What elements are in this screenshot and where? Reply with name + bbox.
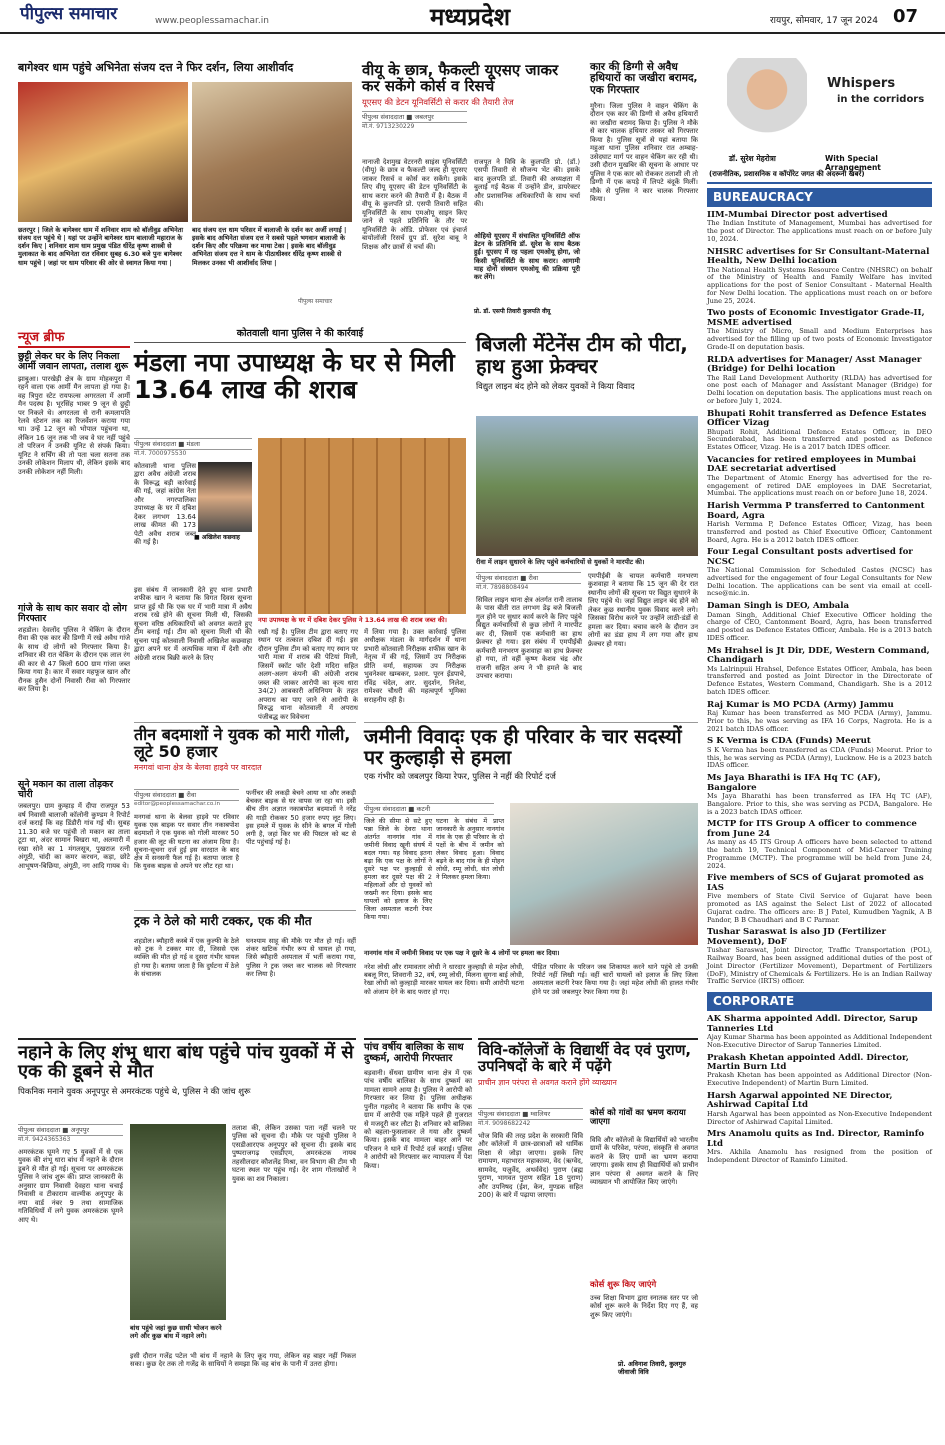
body: मुरैना। जिला पुलिस ने वाहन चेकिंग के दौरान एक कार की डिग्गी से अवैध हथियारों का जखीरा बरामद किया है। पुलिस ने मौके से कार चालक हथियार तस्कर को गिरफ्तार किया है। पुलिस सूत्रों से यहां बताया कि महुआ थाना पुलिस शनिवार रात अम्बाह-उसेदघाट मार्ग पर वाहन चेकिंग कर रही थी। उसी दौरान मुखबिर की सूचना के आधार पर पुलिस ने एक कार को रोककर तलाशी ली तो डिग्गी में एक कपड़े में लिपटे बंदूकें मिलीं। मौके से पुलिस ने कार चालक गिरफ्तार किया। bbox=[590, 101, 698, 204]
item-body: The Indian Institute of Management, Mumbai has advertised for the post of Director. The applications must reach on or before July 10, 2024. bbox=[707, 219, 932, 243]
body-col2: घनश्याम साहू की मौके पर मौत हो गई। वहीं शंकर खटिक गंभीर रूप से घायल हो गया, जिसे ब्यौहारी अस्पताल में भर्ती कराया गया, पुलिस ने ट्रक जब्त कर चालक को गिरफ्तार कर लिया है। bbox=[246, 937, 356, 978]
email: editor@peoplessamachar.co.in bbox=[134, 801, 221, 807]
byline: पीपुल्स संवाददाता ■ कटनी bbox=[364, 803, 494, 815]
article-mandla bbox=[134, 328, 466, 721]
item-body: Tushar Saraswat, Joint Director, Traffic Transportation (POL), Railway Board, has been assigned additional duties of the post of Joint Director (Fertilizer Movement), Department of Fertilizers (DoF), Ministry of Chemicals & Fertilizers. He is an Indian Railway Traffic Service (IRTS) officer. bbox=[707, 946, 932, 986]
whispers-tagline: (राजनीतिक, प्रशासनिक व कॉर्पोरेट जगत की अंदरूनी खबरें) bbox=[709, 170, 865, 178]
kicker: कोतवाली थाना पुलिस ने की कार्रवाई bbox=[134, 328, 466, 343]
news-item bbox=[707, 874, 932, 924]
bureaucracy-label: BUREAUCRACY bbox=[707, 188, 932, 207]
article-bijli bbox=[476, 334, 698, 714]
headline: वीयू के छात्र, फैकल्टी यूएसए जाकर कर सकेंगे कोर्स व रिसर्च bbox=[362, 61, 559, 96]
site-url[interactable]: www.peoplessamachar.in bbox=[155, 16, 269, 26]
news-item bbox=[707, 456, 932, 498]
subheadline: एक गंभीर को जबलपुर किया रेफर, पुलिस ने नहीं की रिपोर्ट दर्ज bbox=[364, 771, 556, 782]
item-body: The Department of Atomic Energy has advertised for the re-engagement of retired DAE employees in DAE Secretariat, Mumbai. The applications must reach on or before June 18, 2024. bbox=[707, 473, 932, 498]
mobile: मो.नं. 9424365363 bbox=[18, 1136, 71, 1143]
item-body: Prakash Khetan has been appointed as Additional Director (Non-Executive Independent) of Martin Burn Limited. bbox=[707, 1071, 932, 1088]
subheadline: यूएसए की डेटन यूनिवर्सिटी से करार की तैयारी तेज bbox=[362, 97, 514, 108]
brief-b2: शहडोल। देवलोंद पुलिस ने चेकिंग के दौरान रीवा की एक कार की डिग्गी में रखे अवैध गांजे के साथ दो लोगों को गिरफ्तार किया है। शनिवार की रात चेकिंग के दौरान एक लाल रंग की कार से 47 किलो 600 ग्राम गांजा जब्त किया गया है। कार में सवार महफूज खान और रौनक हुसैन दोनों निवासी रीवा को गिरफ्तार कर लिया है। bbox=[18, 625, 130, 694]
photo-dam-rescue bbox=[130, 1124, 226, 1320]
item-body: Bhupati Rohit, Additional Defence Estates Officer, in DEO Secunderabad, has been transferred and posted as Defence Estates Officer, Vizag. He is a 2017 batch IDES officer. bbox=[707, 427, 932, 452]
item-body: Harish Vermma P, Defence Estates Officer, Vizag, has been transferred and posted as Chief Executive Officer, Cantonment Board, Agra. He is a 2012 batch IDES officer. bbox=[707, 519, 932, 544]
columnist-name: डॉ. सुरेश मेहरोत्रा bbox=[729, 154, 776, 163]
item-headline: Vacancies for retired employees in Mumbai DAE secretariat advertised bbox=[707, 454, 916, 475]
news-item bbox=[707, 309, 932, 351]
body-col1: सिविल लाइन थाना क्षेत्र अंतर्गत रानी तालाब के पास बीती रात लगभग डेढ़ बजे बिजली गुल होने पर सुधार कार्य करने के लिए पहुंचे विद्युत कर्मचारियों से कुछ लोगों ने मारपीट कर दी, जिसमें एक कर्मचारी का हाथ फ्रेक्चर हो गया। इस संबंध में एमपीईबी कर्मचारी मनभरण कुशवाहा का हाथ फ्रेक्चर हो गया, तो वहीं कृष्ण केशव चंद्र और राजनी सहित अन्य ने भी हमले के बाद उपचार कराया। bbox=[476, 596, 582, 681]
news-item bbox=[707, 774, 932, 816]
brief-label: न्यूज ब्रीफ bbox=[18, 330, 130, 348]
news-item bbox=[707, 211, 932, 244]
photo-mppeb-team bbox=[476, 416, 698, 556]
item-headline: Daman Singh is DEO, Ambala bbox=[707, 601, 850, 612]
photo-caption: नानगांव गांव में जमीनी विवाद पर एक पक्ष ने दूसरे के 4 लोगों पर हमला कर दिया। bbox=[364, 949, 560, 957]
headline: तीन बदमाशों ने युवक को मारी गोली, लूटे 50 हजार bbox=[134, 725, 351, 762]
item-body: Five members of State Civil Service of Gujarat have been promoted as IAS against the Select List of 2022 of allocated Gujarat cadre. The officers are: B J Patel, Kumudben Yagnik, A B Pandor, B B Chaudhari and B C Parmar. bbox=[707, 892, 932, 924]
news-item bbox=[707, 548, 932, 598]
page-number: 07 bbox=[893, 6, 919, 27]
byline: पीपुल्स संवाददाता ■ ग्वालियर bbox=[478, 1108, 583, 1120]
news-item bbox=[707, 1130, 932, 1164]
item-headline: Raj Kumar is MO PCDA (Army) Jammu bbox=[707, 699, 894, 710]
headline: कार की डिग्गी से अवैध हथियारों का जखीरा बरामद, एक गिरफ्तार bbox=[590, 61, 698, 96]
article-vu-usa bbox=[362, 62, 580, 322]
item-body: The National Commission for Scheduled Castes (NCSC) has advertised for the engagement of four Legal Consultants for New Delhi location. The applications can be sent via email at ccell-ncse@nic.in. bbox=[707, 566, 932, 598]
body-col1: भोज विवि की तरह प्रदेश के सरकारी विवि और कॉलेजों में छात्र-छात्राओं को धार्मिक शिक्षा से जोड़ा जाएगा। इसके लिए रामायण, महाभारत महाकाव्य, वेद (ऋग्वेद, सामवेद, यजुर्वेद, अथर्ववेद) पुराण (ब्रह्म पुराण, भागवत पुराण सहित 18 पुराण) और उपनिषद (ईश, केन, मुण्डक सहित 200) के बारे में पढ़ाया जाएगा। bbox=[478, 1132, 583, 1200]
issue-date: रायपुर, सोमवार, 17 जून 2024 bbox=[770, 16, 879, 26]
news-brief bbox=[18, 330, 130, 1085]
body-col2: तलाश की, लेकिन उसका पता नहीं चलने पर पुलिस को सूचना दी। मौके पर पहुंची पुलिस ने एसडीआरएफ अनूपपुर को सूचना दी। इसके बाद पुष्पराजगढ़ एसडीएम, अमरकंटक नायब तहसीलदार कौशलेंद्र मिश्रा, वन विभाग की टीम भी घटना स्थल पर पहुंच गई। देर शाम गोताखोरों ने युवक का शव निकाला। bbox=[232, 1124, 356, 1183]
headline: बागेश्वर धाम पहुंचे अभिनेता संजय दत्त ने फिर दर्शन, लिया आशीर्वाद bbox=[18, 61, 294, 74]
mobile: मो.नं. 9098682242 bbox=[478, 1120, 531, 1127]
photo-injured-victims bbox=[510, 803, 698, 945]
item-body: Ms Lalrinpuii Hrahsel, Defence Estates Officer, Ambala, has been transferred and posted as Joint Director in the Directorate of Defence Estates, Western Command, Chandigarh. She is a 2012 batch IDES officer. bbox=[707, 664, 932, 696]
article-balika bbox=[364, 1038, 472, 1430]
news-item bbox=[707, 502, 932, 544]
news-item bbox=[707, 1054, 932, 1088]
body-col4: में लिया गया है। उक्त कार्रवाई पुलिस अधीक्षक मंडला के मार्गदर्शन में थाना प्रभारी कोतवाली निरीक्षक शफीक खान के नेतृत्व में की गई, जिसमें उप निरीक्षक प्रीति वर्मा, सहायक उप निरीक्षक भुवनेश्वर खम्बकर, प्रआर. पूरन ईडपाचे, रविंद्र चंदेल, आर. सुदर्शन, निलेश, रामेश्वर चौधरी की महत्वपूर्ण भूमिका सराहनीय रही है। bbox=[364, 628, 466, 704]
special-arrangement: With Special Arrangement bbox=[825, 154, 881, 173]
article-arms bbox=[590, 62, 698, 322]
item-headline: Prakash Khetan appointed Addl. Director, Martin Burn Ltd bbox=[707, 1052, 909, 1072]
body-col1: शहडोल। ब्यौहारी कस्बे में एक कुल्फी के ठेले को ट्रक ने टक्कर मार दी, जिससे एक व्यक्ति की मौत हो गई व दूसरा गंभीर घायल हो गया है। बताया जाता है कि दुर्घटना में ठेले के संचालक bbox=[134, 937, 239, 978]
course-body: उच्च शिक्षा विभाग द्वारा स्नातक स्तर पर जो कोर्स शुरू करने के निर्देश दिए गए हैं, वह शुरू किए जाएंगे। bbox=[590, 1294, 698, 1319]
corporate-label: CORPORATE bbox=[707, 992, 932, 1011]
item-body: Ajay Kumar Sharma has been appointed as Additional Independent Non-Executive Director of Sarup Tanneries Limited. bbox=[707, 1033, 932, 1049]
photo-liquor-boxes bbox=[258, 438, 466, 614]
news-item bbox=[707, 1092, 932, 1126]
body: बड़वानी। सेंधवा ग्रामीण थाना क्षेत्र में एक पांच वर्षीय बालिका के साथ दुष्कर्म का मामला सामने आया है। पुलिस ने आरोपी को गिरफ्तार कर लिया है। पुलिस अधीक्षक पुनीत गहलोद ने बताया कि समीप के एक ग्राम में आरोपी एक महिने पहले ही गुजरात से मजदूरी कर लौटा है। शनिवार को बालिका को बहला-फुसलाकर ले गया और दुष्कर्म किया। इसके बाद मामला बाहर आने पर परिजन ने थाने में रिपोर्ट दर्ज कराई। पुलिस ने आरोपी को गिरफ्तार कर न्यायालय में पेश किया। bbox=[364, 1068, 472, 1170]
news-item bbox=[707, 410, 932, 452]
credit: पीपुल्स समाचार bbox=[298, 298, 333, 305]
subheadline: मनगवां थाना क्षेत्र के बेलवा हाइवे पर वारदात bbox=[134, 762, 262, 772]
headline: नहाने के लिए शंभू धारा बांध पहुंचे पांच युवकों में से एक की डूबने से मौत bbox=[18, 1042, 354, 1083]
body-col2: इस संबंध में जानकारी देते हुए थाना प्रभारी शफीक खान ने बताया कि विगत दिवस सूचना प्राप्त हुई थी कि एक घर में भारी मात्रा में अवैध शराब रखे होने की सूचना मिली थी, जिसकी सूचना वरिष्ठ अधिकारियों को अवगत कराते हुए टीम बनाई गई। टीम को सूचना मिली थी की सूचना पाई कोतवाली निवासी अखिलेश कछवाहा द्वारा अपने घर में अत्यधिक मात्रा में देशी और अंग्रेजी शराब बिक्री करने के लिए bbox=[134, 586, 252, 662]
mobile: मो.नं. 7898808494 bbox=[476, 584, 529, 591]
item-headline: Harsh Agarwal appointed NE Director, Ashirwad Capital Ltd bbox=[707, 1090, 893, 1111]
item-body: The National Health Systems Resource Centre (NHSRC) on behalf of the Ministry of Health and Family Welfare has invited applications for the post of Senior Consultant - Maternal Health for New Delhi location. The applications must reach on or before June 25, 2024. bbox=[707, 265, 932, 305]
body-col1: अमरकंटक घूमने गए 5 युवकों में से एक युवक की शंभू धारा बांध में नहाने के दौरान डूबने से मौत हो गई। सूचना पर अमरकंटक पुलिस ने जांच शुरू की। प्राप्त जानकारी के अनुसार ग्राम निवासी देवहरा थाना चचाई निवासी व टीकाराम वाल्मीक अनूपपुर के नपा वार्ड नंबर 9 तथा सामाजिक गतिविधियों में लगे युवक अमरकंटक घूमने आए थे। bbox=[18, 1148, 123, 1224]
photo-caption: नपा उपाध्यक्ष के घर में दबिश देकर पुलिस ने 13.64 लाख की शराब जब्त की। bbox=[258, 616, 448, 624]
body-col1: जिले की सीमा से सटे हुए पन्ना जिले के देवरा थाना अंतर्गत नानगांव गांव में जमीनी विवाद खूनी संघर्ष में बदल गया। यह विवाद इतना बढ़ा कि एक पक्ष के लोगों ने दूसरे पक्ष पर कुल्हाड़ी से हमला कर दूसरे पक्ष की 2 महिलाओं और दो युवकों को जख्मी कर दिया। इसके बाद घायलों को इलाज के लिए जिला अस्पताल कटनी रेफर किया गया। bbox=[364, 817, 432, 921]
photo-caption-2: बाद संजय दत्त धाम परिसर में बालाजी के दर्शन कर अर्जी लगाई | इसके बाद अभिनेता संजय दत्त ने सबसे पहले भगवान बालाजी के दर्शन किए और परिक्रमा कर माथा टेका | इसके बाद बॉलीवुड अभिनेता संजय दत्त ने धाम के पीठाधीश्वर धीरेंद्र कृष्ण शास्त्री से मिलकर उनका भी आशीर्वाद लिया | bbox=[192, 226, 347, 267]
columnist-photo bbox=[727, 58, 807, 148]
body-col2: घटना के संबंध में प्राप्त जानकारी के अनुसार नानगांव गांव के एक ही परिवार के दो पक्षों के बीच में जमीन को लेकर विवाद हुआ। विवाद बढ़ने के बाद गांव के ही मोहन लोधी, रम्मू लोधी, संत लोधी ने मिलकर हमला किया। bbox=[436, 817, 504, 881]
news-item bbox=[707, 820, 932, 870]
item-headline: AK Sharma appointed Addl. Director, Sarup Tanneries Ltd bbox=[707, 1014, 918, 1034]
news-item bbox=[707, 701, 932, 734]
headline: पांच वर्षीय बालिका के साथ दुष्कर्म, आरोपी गिरफ्तार bbox=[364, 1042, 464, 1064]
headline: बिजली मेंटेनेंस टीम को पीटा, हाथ हुआ फ्रेक्चर bbox=[476, 332, 688, 378]
item-headline: Five members of SCS of Gujarat promoted as IAS bbox=[707, 873, 924, 893]
item-headline: RLDA advertises for Manager/ Asst Manager (Bridge) for Delhi location bbox=[707, 354, 922, 375]
item-body: Harsh Agarwal has been appointed as Non-Executive Independent Director of Ashirwad Capital Limited. bbox=[707, 1109, 932, 1126]
body-col3: इसी दौरान गजेंद्र पटेल भी बांध में नहाने के लिए कूद गया, लेकिन वह बाहर नहीं निकल सका। कुछ देर तक तो गजेंद्र के साथियों ने समझा कि वह बांध के पानी में उतरा होगा। bbox=[130, 1352, 356, 1369]
body-col1: मनगवां थाना के बेलवा हाइवे पर रविवार युवक एक बाइक पर सवार तीन नकाबपोश बदमाशों ने एक युवक को गोली मारकर 50 हजार की लूट की घटना का अंजाम दिया है। सूचना-सूचना दर्ज हुई इस वारदात के बाद क्षेत्र में सनसनी फैल गई है। बताया जाता है कि युवक बाइक से अपने घर लौट रहा था। bbox=[134, 813, 239, 871]
news-item bbox=[707, 1015, 932, 1049]
news-item bbox=[707, 248, 932, 306]
news-item bbox=[707, 602, 932, 643]
bureaucracy-list bbox=[707, 211, 932, 986]
brief-h3: सूने मकान का ताला तोड़कर चोरी bbox=[18, 778, 114, 801]
headline: मंडला नपा उपाध्यक्ष के घर से मिली 13.64 लाख की शराब bbox=[134, 347, 455, 404]
signature: प्रो. डॉ. एसपी तिवारी कुलपति वीयू bbox=[474, 308, 551, 315]
news-item bbox=[707, 356, 932, 406]
photo-caption: बांध पहुंचे जहां कुछ साथी भोजन करने लगे और कुछ बांध में नहाने लगे। bbox=[130, 1324, 222, 1341]
mobile: मो.नं. 9713230229 bbox=[362, 123, 415, 130]
body-note: ओहियो यूएसए में संचालित यूनिवर्सिटी ऑफ डेटन के प्रतिनिधि डॉ. सुरेश के साथ बैठक हुई। यूएसए में रह पहला एमओयू होगा, जो किसी यूनिवर्सिटी के साथ करार। आगामी माह दोनों संस्थान एमओयू की प्रक्रिया पूरी कर लेंगे। bbox=[474, 232, 580, 282]
corporate-list bbox=[707, 1015, 932, 1165]
subheadline: प्राचीन ज्ञान परंपरा से अवगत कराने होंगे व्याख्यान bbox=[478, 1077, 617, 1087]
whispers-title: Whispers bbox=[827, 76, 896, 91]
mobile: मो.नं. 7000975530 bbox=[134, 450, 187, 457]
byline: पीपुल्स संवाददाता ■ अनूपपुर bbox=[18, 1124, 123, 1136]
photo-sanjay-dutt bbox=[18, 82, 188, 222]
subheadline: पिकनिक मनाने युवक अनूपपुर से अमरकंटक पहुंचे थे, पुलिस ने की जांच शुरू bbox=[18, 1085, 251, 1096]
subheadline: विद्युत लाइन बंद होने को लेकर युवकों ने किया विवाद bbox=[476, 381, 635, 392]
body-col1: कोतवाली थाना पुलिस द्वारा अवैध अंग्रेजी शराब के विरूद्ध बड़ी कार्रवाई की गई, जहां कांग्रेस नेता और नगरपालिका उपाध्यक्ष के घर में दबिश देकर लगभग 13.64 लाख कीमत की 173 पेटी अवैध शराब जब्त की गई है। bbox=[134, 462, 196, 547]
item-headline: Four Legal Consultant posts advertised for NCSC bbox=[707, 547, 913, 567]
item-body: The Rail Land Development Authority (RLDA) has advertised for one post each of Manager and Assistant Manager (Bridge) for Delhi location on deputation basis. The applications must reach on or before July 1, 2024. bbox=[707, 373, 932, 405]
item-headline: Ms Jaya Bharathi is IFA Hq TC (AF), Bangalore bbox=[707, 773, 881, 793]
item-body: Daman Singh, Additional Chief Executive Officer holding the charge of CEO, Cantonment Board, Agra, has been transferred and posted as Defence Estates Officer, Ambala. He is a 2013 batch IDES officer. bbox=[707, 610, 932, 642]
byline: पीपुल्स संवाददाता ■ रीवा bbox=[476, 572, 581, 584]
item-headline: Tushar Saraswat is also JD (Fertilizer Movement), DoF bbox=[707, 927, 886, 947]
byline: पीपुल्स संवाददाता ■ मंडला bbox=[134, 438, 252, 450]
side-heading: कोर्स को गांवों का भ्रमण कराया जाएगा bbox=[590, 1107, 686, 1127]
item-body: Ms Jaya Bharathi has been transferred as IFA Hq TC (AF), Bangalore. Prior to this, she was serving as PCDA, Bangalore. He is a 2023 batch IDAS officer. bbox=[707, 792, 932, 816]
section-title: मध्यप्रदेश bbox=[430, 3, 511, 31]
news-item bbox=[707, 647, 932, 697]
photo-caption-1: छतरपुर | जिले के बागेश्वर धाम में शनिवार शाम को बॉलीवुड अभिनेता संजय दत्त पहुंचे थे | यहां पर उन्होंने बागेश्वर धाम बालाजी महाराज के दर्शन किए | शनिवार शाम धाम प्रमुख पंडित धीरेंद्र कृष्ण शास्त्री से मुलाकात के बाद अभिनेता रात रविवार सुबह 6.30 बजे पुनः बागेश्वर धाम पहुंचे | जहां पर धाम परिवार की ओर से स्वागत किया गया | bbox=[18, 226, 184, 267]
item-body: Raj Kumar has been transferred as MO PCDA (Army), Jammu. Prior to this, he was serving as IFA 16 Corps, Nagrota. He is a 2021 batch IDAS officer. bbox=[707, 709, 932, 733]
brief-b1: झाबुआ। पारखेड़ी क्षेत्र के ग्राम मोहकपुरा में रहने वाला एक आर्मी मैन लापता हो गया है। वह त्रिपुरा स्टेट रायफल्स अगरतला में आर्मी मैन पदस्थ है। भूरसिंह भाबर 9 जून से छुट्टी पर निकले थे। अगरतला से रानी कमलापति रेलवे स्टेशन तक का रिजर्वेशन कराया गया था। उन्हें 12 जून को भोपाल पहुंचना था, लेकिन 16 जून तक भी जब वे घर नहीं पहुंचे तो परिजन ने उनकी यूनिट से संपर्क किया। यूनिट ने सर्चिंग की तो पता चला सतना तक उनकी लोकेशन मिलाप थी, लेकिन इसके बाद उनकी लोकेशन नहीं मिली। bbox=[18, 374, 130, 476]
person-photo bbox=[198, 462, 252, 532]
person-name: ■ अखिलेश कछवाह bbox=[194, 534, 240, 541]
item-headline: MCTP for ITS Group A officer to commence from June 24 bbox=[707, 819, 917, 839]
headline: जमीनी विवादः एक ही परिवार के चार सदस्यों पर कुल्हाड़ी से हमला bbox=[364, 725, 682, 770]
body-col2: फर्नीचर की लकड़ी बेचने आया था और लकड़ी बेचकर बाइक से घर वापस जा रहा था। इसी बीच तीन अज्ञात नकाबपोश बदमाशों ने नरेंद्र की गाड़ी रोककर 50 हजार रुपए लूट लिए। इस हमले में युवक के सीने के बगल में गोली लगी है, जहां किर घर की पिस्टल को बट से पीट पहुंचाई गई है। bbox=[246, 789, 356, 847]
byline: पीपुल्स संवाददाता ■ जबलपुर bbox=[362, 111, 467, 123]
whispers-header bbox=[707, 50, 932, 184]
item-headline: Mrs Anamolu quits as Ind. Director, Raminfo Ltd bbox=[707, 1129, 925, 1149]
body-col2: राजपूत ने विवि के कुलपति प्रो. (डॉ.) एसपी तिवारी से सौजन्य भेंट की। इसके बाद कुलपति डॉ. तिवारी की अध्यक्षता में बुलाई गई बैठक में उन्होंने डीन, डायरेक्टर और प्रशासनिक अधिकारियों के साथ चर्चा की। bbox=[474, 158, 580, 209]
whispers-column bbox=[707, 50, 932, 1430]
byline: पीपुल्स संवाददाता ■ रीवा bbox=[134, 789, 239, 801]
course-heading: कोर्स शुरू किए जाएंगे bbox=[590, 1279, 657, 1289]
headline: ट्रक ने ठेले को मारी टक्कर, एक की मौत bbox=[134, 914, 312, 928]
brief-h2: गांजे के साथ कार सवार दो लोग गिरफ्तार bbox=[18, 602, 127, 624]
article-vivi bbox=[478, 1038, 698, 1430]
signature: प्रो. अविनाश तिवारी, कुलगुरु जीवाजी विवि bbox=[618, 1360, 686, 1376]
item-body: As many as 45 ITS Group A officers have been selected to attend the batch 19, Technical Component of Mid-Career Training Programme (MCTP). The programme will be held from June 24, 2024. bbox=[707, 838, 932, 870]
body-col3: रखी गई है। पुलिस टीम द्वारा बताए गए स्थान पर तत्काल दबिश दी गई। इस दौरान पुलिस टीम को बताए गए स्थान पर भारी मात्रा में शराब की पेटियां मिली, जिसमें स्कॉट फॉर देशी मदिरा सहित अलग-अलग कंपनी की अंग्रेजी शराब जब्त की जाकर आरोपी का कृत्य धारा 34(2) आबकारी अधिनियम के तहत अपराध का पाए जाने से आरोपी के विरुद्ध थाना कोतवाली में अपराध पंजीबद्ध कर विवेचना bbox=[258, 628, 358, 721]
article-nahane bbox=[18, 1038, 356, 1430]
item-body: The Ministry of Micro, Small and Medium Enterprises has advertised for the filling up of two posts of Economic Investigator Grade-II on deputation basis. bbox=[707, 327, 932, 351]
brief-b3: जबलपुर। ग्राम कुम्हाड़ में दीपा राजपूत 53 वर्ष निवासी बालाजी कॉलोनी कुण्डम ने रिपोर्ट दर्ज कराई कि वह डिंडौरी गांव गई थी। सुबह 11.30 बजे घर पहुंची तो मकान का ताला टूटा था, अंदर सामान बिखरा था, अलमारी में रखा सोने का 1 मंगलसूत्र, पुखराज रत्नी अंगूठी, चांदी का कमर करधन, कड़ा, छोटे आभूषण-बिछिया, अंगूठी, नग आदि गायब थे। bbox=[18, 802, 130, 870]
photo-caption: रीवा में लाइन सुधारने के लिए पहुंचे कर्मचारियों से युवकों ने मारपीट की। bbox=[476, 558, 645, 566]
item-headline: Two posts of Economic Investigator Grade-II, MSME advertised bbox=[707, 308, 925, 328]
masthead bbox=[0, 0, 945, 34]
body-col1: नानाजी देशमुख वेटरनरी साइंस यूनिवर्सिटी (वीयू) के छात्र व फैकल्टी जल्द ही यूएसए जाकर रिसर्च व कोर्स कर सकेंगे। इसके लिए वीयू यूएसए की डेटन यूनिवर्सिटी के साथ करार करने की तैयारी में है। बैठक में वीयू के कुलपति प्रो. एसपी तिवारी सहित यूनिवर्सिटी के साथ एमओयू साइन किए जाने से पहले प्रतिनिधि के तौर पर यूनिवर्सिटी के ऑडि. प्रोफेसर एवं इंचार्ज बायोलॉजी रिसर्च ग्रुप डॉ. सुरेश बाबू ने शिक्षक और छात्रों से चर्चा की। bbox=[362, 158, 467, 251]
item-headline: Bhupati Rohit transferred as Defence Estates Officer Vizag bbox=[707, 408, 927, 429]
item-headline: IIM-Mumbai Director post advertised bbox=[707, 210, 888, 220]
item-headline: S K Verma is CDA (Funds) Meerut bbox=[707, 736, 871, 747]
body-col3: नरेश लोधी और रामावतार लोधी ने धारदार कुल्हाड़ी से महेश लोधी, बबलू गिरा, शिवरानी 32, वर्ष, रम्मू लोधी, मिलना सुगना बाई लोधी, रेखा लोधी को कुल्हाड़ी मारकर घायल कर दिया। समी आरोपी घटना को अंजाम देने के बाद फरार हो गए। bbox=[364, 963, 524, 996]
news-item bbox=[707, 928, 932, 986]
brief-h1: छुट्टी लेकर घर के लिए निकला आर्मी जवान लापता, तलाश शुरू bbox=[18, 351, 129, 373]
headline: विवि-कॉलेजों के विद्यार्थी वेद एवं पुराण, उपनिषदों के बारे में पढ़ेंगे bbox=[478, 1042, 692, 1075]
article-teen-badmash bbox=[134, 722, 356, 908]
body-col4: पीड़ित परिवार के परिजन जब शिकायत करने थाने पहुंचे तो उनकी रिपोर्ट नहीं लिखी गई। वहीं चारों घायलों को इलाज के लिए जिला अस्पताल कटनी रेफर किया गया है। जहां महेश लोधी की हालत गंभीर होने पर उसे जबलपुर रेफर किया गया है। bbox=[532, 963, 698, 996]
newspaper-logo[interactable]: पीपुल्स समाचार bbox=[20, 4, 118, 24]
item-headline: Ms Hrahsel is Jt Dir, DDE, Western Command, Chandigarh bbox=[707, 645, 930, 666]
item-body: Mrs. Akhila Anamolu has resigned from the position of Independent Director of Raminfo Limited. bbox=[707, 1148, 932, 1165]
item-body: S K Verma has been transferred as CDA (Funds) Meerut. Prior to this, he was serving as PCDA (Army), Lucknow. He is a 2023 batch IDAS officer. bbox=[707, 745, 932, 770]
item-headline: NHSRC advertises for Sr Consultant-Maternal Health, New Delhi location bbox=[707, 246, 930, 267]
article-jamin bbox=[364, 722, 698, 1034]
item-headline: Harish Vermma P transferred to Cantonment Board, Agra bbox=[707, 501, 925, 521]
news-item bbox=[707, 737, 932, 770]
photo-dhirendra-shastri bbox=[192, 82, 352, 222]
article-bageshwar bbox=[18, 62, 353, 322]
article-truck bbox=[134, 910, 356, 1032]
whispers-subtitle: in the corridors bbox=[837, 94, 925, 105]
body-col2: विवि और कॉलेजों के विद्यार्थियों को भारतीय ग्रामों के परिवेश, परंपरा, संस्कृति से अवगत कराने के लिए ग्रामों का भ्रमण कराया जाएगा। इसके साथ ही विद्यार्थियों को प्राचीन ज्ञान परंपरा से अवगत कराने के लिए व्याख्यान भी आयोजित किए जाएंगे। bbox=[590, 1136, 698, 1187]
body-col2: एमपीईबी के चायल कर्मचारी मनभरण कुशवाहा ने बताया कि 15 जून की देर रात स्थानीय लोगों की सूचना पर विद्युत सुधारने के लिए पहुंचे थे। जहां विद्युत लाइन बंद होने को लेकर कुछ स्थानीय युवक विवाद करने लगे। जिसका विरोध करने पर उन्होंने लाठी-डंडों से हमला कर दिया। बचाव करने के दौरान उन लोगों का डंडा हाथ में लग गया और हाथ फ्रेक्चर हो गया। bbox=[588, 572, 698, 648]
